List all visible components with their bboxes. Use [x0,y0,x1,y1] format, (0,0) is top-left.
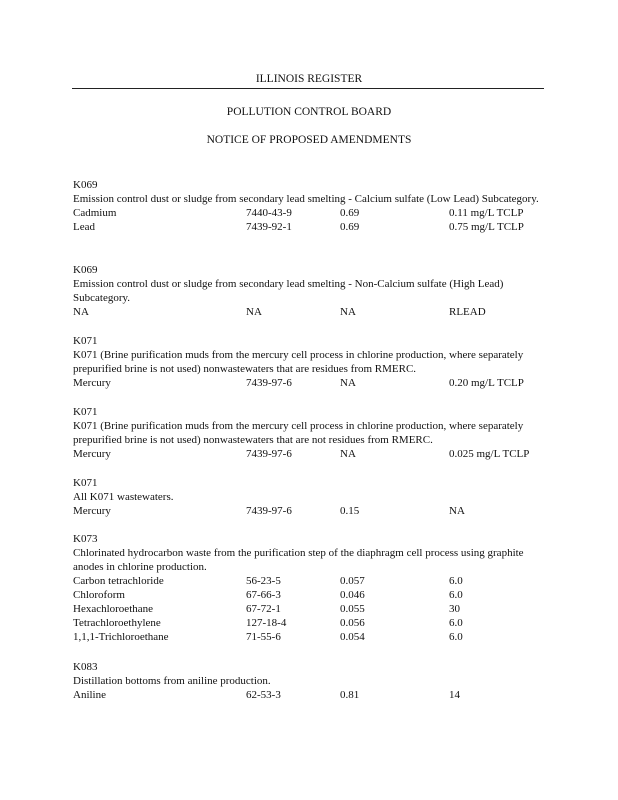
nonwastewater-standard: RLEAD [449,306,486,318]
header-rule [72,88,544,89]
waste-code: K069 [73,264,98,276]
table-row [73,588,553,602]
cas-number: 71-55-6 [246,631,281,643]
constituent-name: NA [73,306,89,318]
wastewater-standard: NA [340,377,356,389]
cas-number: NA [246,306,262,318]
cas-number: 7440-43-9 [246,207,292,219]
wastewater-standard: NA [340,448,356,460]
cas-number: 127-18-4 [246,617,287,629]
table-row [73,504,553,518]
nonwastewater-standard: 6.0 [449,631,463,643]
table-row [73,447,553,461]
wastewater-standard: 0.054 [340,631,365,643]
constituent-name: 1,1,1-Trichloroethane [73,631,169,643]
constituent-name: Hexachloroethane [73,603,154,615]
waste-description: Distillation bottoms from aniline production. [73,675,271,687]
constituent-name: Chloroform [73,589,125,601]
nonwastewater-standard: 30 [449,603,460,615]
table-row [73,220,553,234]
table-row [73,630,553,644]
nonwastewater-standard: 14 [449,689,460,701]
nonwastewater-standard: 0.11 mg/L TCLP [449,207,524,219]
waste-section [73,532,553,644]
constituent-name: Mercury [73,448,111,460]
waste-section [73,263,553,319]
table-row [73,688,553,702]
table-row [73,574,553,588]
table-row [73,206,553,220]
table-row [73,616,553,630]
constituent-name: Mercury [73,377,111,389]
board-title: POLLUTION CONTROL BOARD [226,106,392,118]
waste-description: K071 (Brine purification muds from the mercury cell process in chlorine production, where separately prepurified brine is not used) nonwastewaters that are not residues from RMERC. [73,420,524,446]
cas-number: 7439-92-1 [246,221,292,233]
constituent-name: Carbon tetrachloride [73,575,164,587]
waste-section [73,476,553,518]
nonwastewater-standard: 0.75 mg/L TCLP [449,221,524,233]
waste-code: K073 [73,533,98,545]
wastewater-standard: 0.69 [340,221,360,233]
cas-number: 7439-97-6 [246,377,292,389]
cas-number: 7439-97-6 [246,448,292,460]
waste-section [73,405,553,461]
waste-code: K071 [73,406,98,418]
nonwastewater-standard: 6.0 [449,617,463,629]
nonwastewater-standard: 6.0 [449,589,463,601]
table-row [73,602,553,616]
waste-section [73,178,553,234]
constituent-name: Aniline [73,689,106,701]
cas-number: 56-23-5 [246,575,281,587]
wastewater-standard: 0.055 [340,603,365,615]
constituent-name: Tetrachloroethylene [73,617,161,629]
waste-description: K071 (Brine purification muds from the mercury cell process in chlorine production, where separately prepurified brine is not used) nonwastewaters that are residues from RMERC. [73,349,524,375]
waste-code: K069 [73,179,98,191]
wastewater-standard: 0.057 [340,575,365,587]
wastewater-standard: NA [340,306,356,318]
waste-description: All K071 wastewaters. [73,491,174,503]
waste-code: K083 [73,661,98,673]
wastewater-standard: 0.81 [340,689,360,701]
wastewater-standard: 0.69 [340,207,360,219]
waste-section [73,660,553,702]
wastewater-standard: 0.056 [340,617,365,629]
table-row [73,376,553,390]
cas-number: 62-53-3 [246,689,281,701]
nonwastewater-standard: NA [449,505,465,517]
waste-description: Chlorinated hydrocarbon waste from the purification step of the diaphragm cell process using graphite anodes in chlorine production. [73,547,524,573]
wastewater-standard: 0.046 [340,589,365,601]
waste-section [73,334,553,390]
nonwastewater-standard: 0.025 mg/L TCLP [449,448,530,460]
constituent-name: Mercury [73,505,111,517]
nonwastewater-standard: 0.20 mg/L TCLP [449,377,524,389]
waste-description: Emission control dust or sludge from secondary lead smelting - Non-Calcium sulfate (High Lead) Subcategory. [73,278,504,304]
constituent-name: Lead [73,221,95,233]
register-title: ILLINOIS REGISTER [255,73,363,85]
constituent-name: Cadmium [73,207,117,219]
waste-code: K071 [73,477,98,489]
nonwastewater-standard: 6.0 [449,575,463,587]
waste-description: Emission control dust or sludge from secondary lead smelting - Calcium sulfate (Low Lead) Subcategory. [73,193,539,205]
wastewater-standard: 0.15 [340,505,360,517]
cas-number: 67-66-3 [246,589,281,601]
notice-title: NOTICE OF PROPOSED AMENDMENTS [206,134,412,146]
table-row [73,305,553,319]
cas-number: 7439-97-6 [246,505,292,517]
waste-code: K071 [73,335,98,347]
cas-number: 67-72-1 [246,603,281,615]
